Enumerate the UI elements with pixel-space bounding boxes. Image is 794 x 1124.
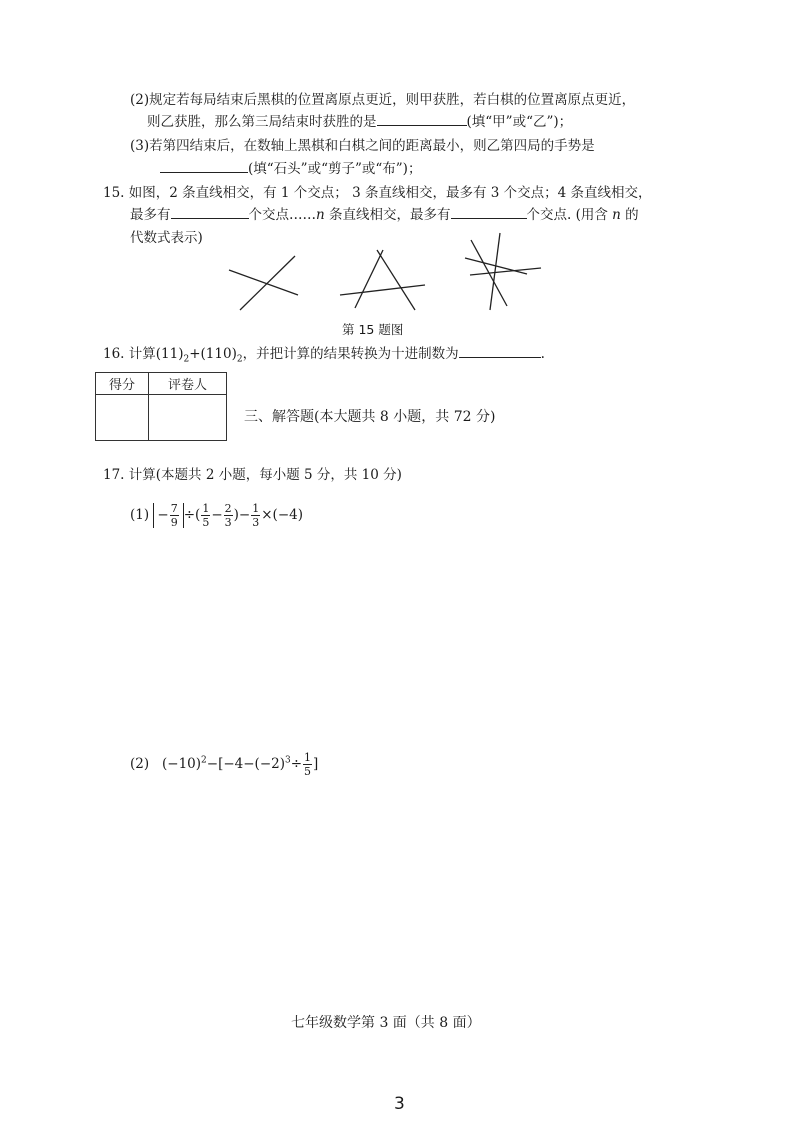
q15-text: 个交点. (用含 [526,207,613,223]
figure-line [355,250,383,308]
score-table [95,372,227,441]
q15-text: 的 [620,207,639,223]
q14-part2-text: 则乙获胜，那么第三局结束时获胜的是 [147,114,377,130]
q15-line2 [130,203,639,223]
fraction [224,503,233,528]
q14-part3-line2 [160,157,421,177]
q15-text: 条直线相交，最多有 [324,207,451,223]
q14-part2-line2 [147,110,572,130]
fraction [170,503,179,528]
q15-text: 个交点…… [248,207,316,223]
q17-title: 17. 计算(本题共 2 小题，每小题 5 分，共 10 分) [103,467,402,483]
q14-part2-hint: (填“甲”或“乙”)； [466,114,573,130]
q14-part3-line1: (3)若第四结束后，在数轴上黑棋和白棋之间的距离最小，则乙第四局的手势是 [130,138,595,154]
exponent: 2 [201,755,207,766]
math-text: ÷( [183,507,201,523]
numerator: 7 [170,502,178,515]
denominator: 5 [202,516,210,529]
score-cell[interactable] [96,395,149,441]
numerator: 1 [202,502,210,515]
q15-line1: 15. 如图，2 条直线相交，有 1 个交点； 3 条直线相交，最多有 3 个交点；4 条直线相交， [103,185,652,201]
math-text: ÷ [290,756,303,772]
denominator: 3 [224,516,232,529]
q15-var-n: n [316,207,325,223]
answer-blank[interactable] [160,172,248,173]
section-heading: 三、解答题(本大题共 8 小题，共 72 分) [244,409,496,425]
absolute-value [153,503,183,528]
q16-text: 16. 计算(11) [103,346,184,362]
fraction [251,503,260,528]
answer-blank[interactable] [451,218,527,219]
answer-blank[interactable] [459,357,541,358]
page-number: 3 [394,1094,405,1114]
q14-part2-line1: (2)规定若每局结束后黑棋的位置离原点更近，则甲获胜，若白棋的位置离原点更近， [130,92,636,108]
page-footer: 七年级数学第 3 面（共 8 面） [291,1015,481,1031]
denominator: 5 [304,765,312,778]
fraction [201,503,210,528]
q16-line [103,342,545,365]
q16-text: ，并把计算的结果转换为十进制数为 [242,346,459,362]
math-text: )− [233,507,251,523]
figure-line [240,256,295,310]
math-text: − [211,507,223,523]
math-text: −[−4−(−2) [206,756,285,772]
q16-base: 2 [236,354,243,365]
denominator: 3 [252,516,260,529]
fraction [303,752,312,777]
figure-caption: 第 15 题图 [342,322,404,337]
math-text: − [157,507,169,523]
exponent: 3 [285,755,291,766]
part-label: (1) [130,507,150,523]
answer-blank[interactable] [171,218,249,219]
math-text: ×(−4) [261,507,303,523]
q15-figure [215,228,555,320]
math-text: (−10) [162,756,202,772]
q15-var-n: n [612,207,621,223]
figure-line [229,270,298,295]
numerator: 2 [224,502,232,515]
q16-base: 2 [183,354,190,365]
q15-text: 最多有 [130,207,171,223]
math-text: ] [313,756,319,772]
figure-line [340,285,425,295]
q16-text: . [540,346,545,362]
q17-part2 [130,752,318,777]
denominator: 9 [170,516,178,529]
figure-line [490,233,500,310]
q17-part1 [130,503,303,528]
numerator: 1 [304,751,312,764]
grader-header: 评卷人 [149,373,227,395]
part-label: (2) [130,756,150,772]
q14-part3-hint: (填“石头”或“剪子”或“布”)； [248,161,422,177]
numerator: 1 [252,502,260,515]
answer-blank[interactable] [377,125,467,126]
score-header: 得分 [96,373,149,395]
q16-text: +(110) [189,346,237,362]
figure-line [377,250,415,310]
q15-line3: 代数式表示) [130,230,203,246]
grader-cell[interactable] [149,395,227,441]
